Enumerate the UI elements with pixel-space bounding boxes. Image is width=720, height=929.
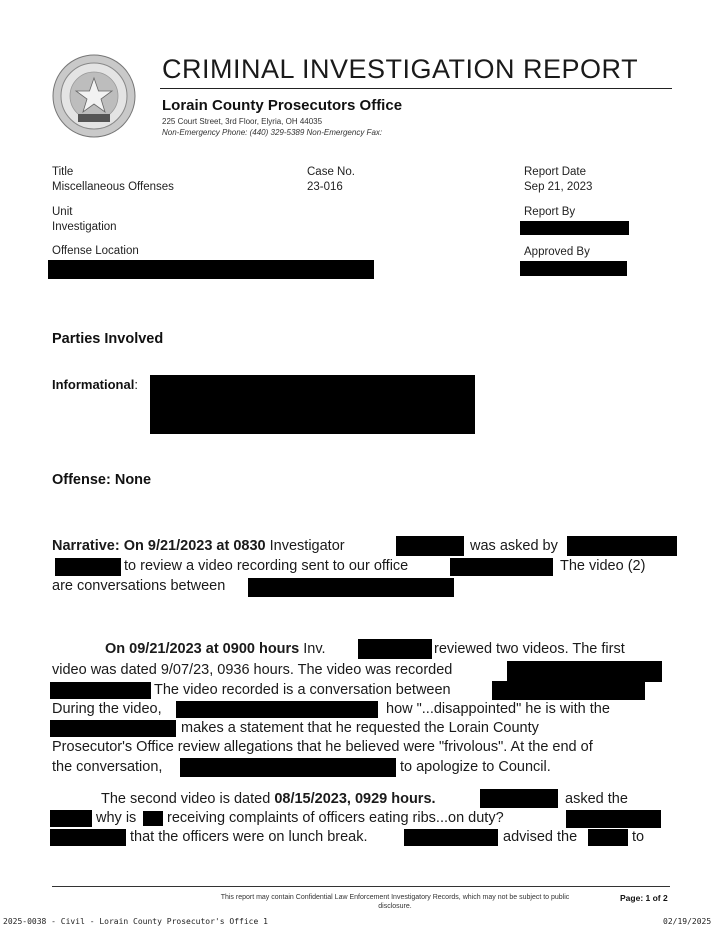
narrative-lead: Narrative: On 9/21/2023 at 0830 bbox=[52, 538, 266, 554]
redaction bbox=[566, 810, 661, 828]
offense-heading: Offense: None bbox=[52, 472, 152, 488]
redaction bbox=[588, 829, 628, 846]
narrative-p3-line3-c: to bbox=[632, 829, 645, 845]
narrative-p1-line2-b: The video (2) bbox=[560, 558, 646, 574]
redaction bbox=[143, 811, 163, 826]
parties-involved-heading: Parties Involved bbox=[52, 331, 164, 347]
redaction bbox=[50, 720, 176, 737]
title-label: Title bbox=[52, 166, 74, 178]
offense-location-redaction bbox=[48, 260, 374, 279]
narrative-p2-line7-a: the conversation, bbox=[52, 759, 163, 775]
narrative-p3-line1-a bbox=[101, 791, 436, 807]
narrative-p2-line4-b: how "...disappointed" he is with the bbox=[386, 701, 610, 717]
redaction bbox=[180, 758, 396, 777]
narrative-p3-line3-a: that the officers were on lunch break. bbox=[130, 829, 368, 845]
narrative-p2-line2: video was dated 9/07/23, 0936 hours. The video was recorded bbox=[52, 662, 453, 678]
redaction bbox=[248, 578, 454, 597]
narrative-p2-line3: The video recorded is a conversation between bbox=[154, 682, 451, 698]
confidentiality-note: This report may contain Confidential Law Enforcement Investigatory Records, which may not be subject to public disclosure. bbox=[220, 894, 570, 910]
informational-label bbox=[52, 377, 138, 392]
redaction bbox=[55, 558, 121, 576]
informational-colon: : bbox=[134, 377, 138, 392]
narrative-p2-line7-b: to apologize to Council. bbox=[400, 759, 551, 775]
narrative-p2-line5: makes a statement that he requested the Lorain County bbox=[181, 720, 539, 736]
redaction bbox=[50, 810, 92, 827]
agency-name: Lorain County Prosecutors Office bbox=[162, 97, 403, 114]
narrative-p3-intro: The second video is dated bbox=[101, 791, 271, 807]
offense-location-label: Offense Location bbox=[52, 245, 139, 257]
narrative-p2-lead: On 09/21/2023 at 0900 hours bbox=[105, 641, 300, 657]
narrative-p3-line2-b: receiving complaints of officers eating ribs...on duty? bbox=[167, 810, 504, 826]
report-date-value: Sep 21, 2023 bbox=[524, 181, 593, 193]
report-by-redaction bbox=[520, 221, 629, 235]
report-date-label: Report Date bbox=[524, 166, 587, 178]
narrative-p2-inv: Inv. bbox=[303, 641, 326, 657]
narrative-p1-line3: are conversations between bbox=[52, 578, 226, 594]
redaction bbox=[492, 681, 645, 700]
narrative-p3-line3-b: advised the bbox=[503, 829, 578, 845]
narrative-p1-line1-a bbox=[52, 538, 345, 554]
redaction bbox=[396, 536, 464, 556]
unit-value: Investigation bbox=[52, 221, 117, 233]
bates-stamp-right: 02/19/2025 bbox=[663, 917, 712, 926]
narrative-p3-date: 08/15/2023, 0929 hours. bbox=[274, 791, 436, 807]
redaction bbox=[507, 661, 662, 682]
redaction bbox=[567, 536, 677, 556]
approved-by-redaction bbox=[520, 261, 627, 276]
unit-label: Unit bbox=[52, 206, 73, 218]
narrative-p2-line4-a: During the video, bbox=[52, 701, 162, 717]
narrative-investigator: Investigator bbox=[269, 538, 345, 554]
report-title: CRIMINAL INVESTIGATION REPORT bbox=[162, 54, 639, 84]
redaction bbox=[480, 789, 558, 808]
narrative-p1-line2-a: to review a video recording sent to our office bbox=[124, 558, 409, 574]
redaction bbox=[50, 829, 126, 846]
redaction bbox=[176, 701, 378, 718]
page-number: Page: 1 of 2 bbox=[620, 893, 668, 903]
report-by-label: Report By bbox=[524, 206, 576, 218]
agency-phones: Non-Emergency Phone: (440) 329-5389 Non-Emergency Fax: bbox=[162, 128, 383, 137]
approved-by-label: Approved By bbox=[524, 246, 590, 258]
informational-label-text: Informational bbox=[52, 377, 135, 392]
narrative-p3-line2-a: why is bbox=[96, 810, 137, 826]
bates-stamp-left: 2025-0038 - Civil - Lorain County Prosecutor's Office 1 bbox=[3, 917, 268, 926]
footer-divider bbox=[52, 886, 670, 887]
case-number-label: Case No. bbox=[307, 166, 355, 178]
narrative-p2-line1-b: reviewed two videos. The first bbox=[434, 641, 625, 657]
narrative-p2-line6: Prosecutor's Office review allegations that he believed were "frivolous". At the end of bbox=[52, 739, 593, 755]
county-seal-logo bbox=[52, 54, 136, 138]
informational-redaction bbox=[150, 375, 475, 434]
redaction bbox=[450, 558, 553, 576]
title-divider bbox=[160, 88, 672, 89]
case-number-value: 23-016 bbox=[307, 181, 343, 193]
narrative-p1-line1-b: was asked by bbox=[470, 538, 558, 554]
redaction bbox=[358, 639, 432, 659]
title-value: Miscellaneous Offenses bbox=[52, 181, 174, 193]
agency-address: 225 Court Street, 3rd Floor, Elyria, OH 44035 bbox=[162, 117, 323, 126]
redaction bbox=[404, 829, 498, 846]
redaction bbox=[50, 682, 151, 699]
narrative-p3-line1-b: asked the bbox=[565, 791, 628, 807]
narrative-p2-line1-a bbox=[105, 641, 326, 657]
